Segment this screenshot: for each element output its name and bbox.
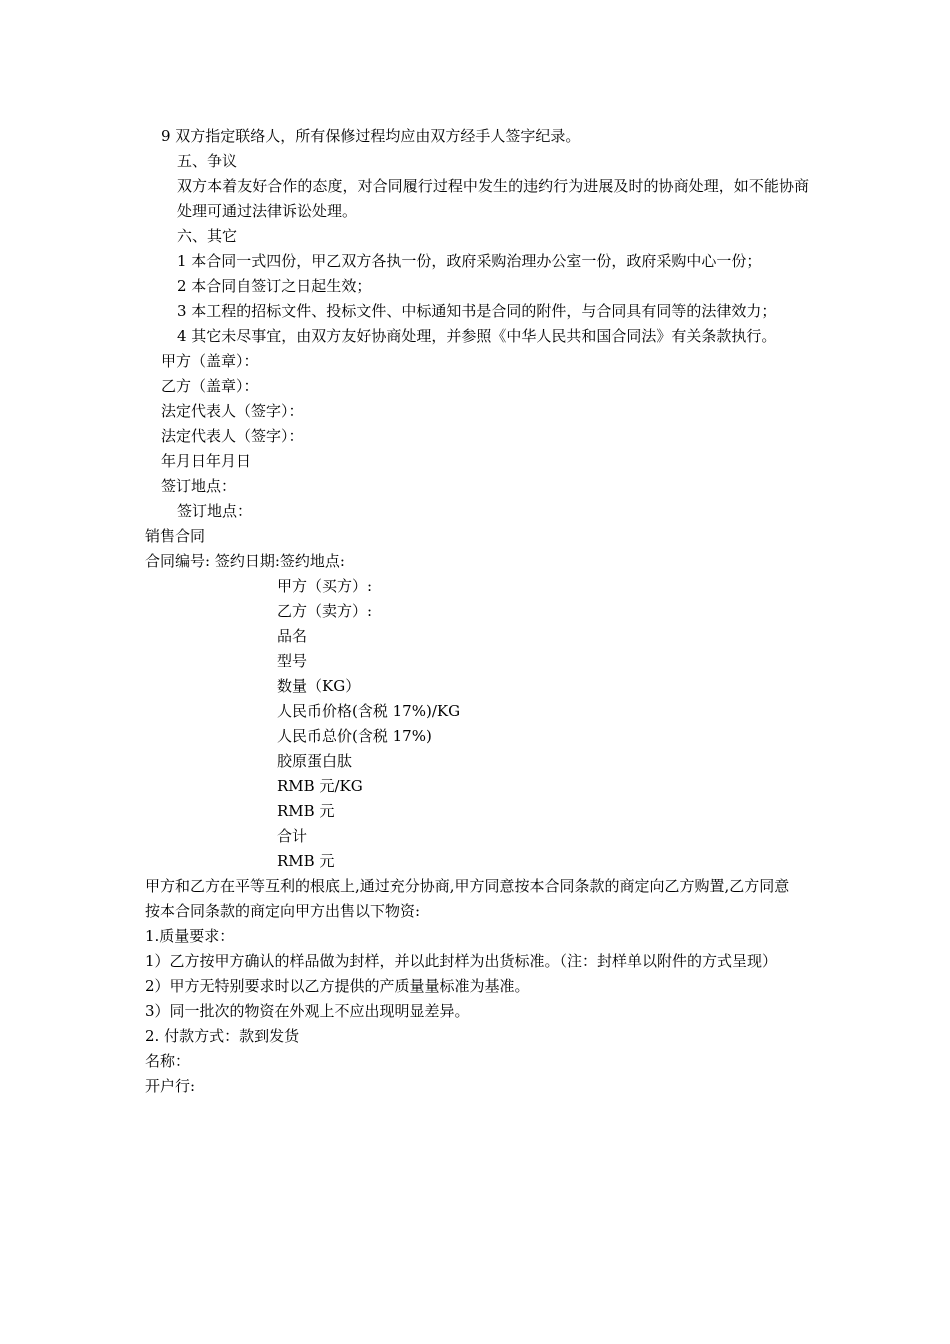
agreement-paragraph: 甲方和乙方在平等互利的根底上,通过充分协商,甲方同意按本合同条款的商定向乙方购置,乙方同意 [145, 877, 790, 895]
sales-contract-title: 销售合同 [145, 527, 206, 545]
cell-product-name: 胶原蛋白肽 [277, 752, 353, 770]
payment-method: 2. 付款方式：款到发货 [145, 1027, 300, 1045]
header-product-name: 品名 [277, 627, 308, 645]
signing-place-b: 签订地点： [177, 502, 253, 520]
account-name-label: 名称： [145, 1052, 191, 1070]
header-total-price: 人民币总价(含税 17%) [277, 727, 432, 745]
header-unit-price: 人民币价格(含税 17%)/KG [277, 702, 461, 720]
party-a-seal-label: 甲方（盖章）： [161, 352, 259, 370]
signing-dates: 年月日年月日 [161, 452, 252, 470]
total-label: 合计 [277, 827, 308, 845]
product-table [145, 574, 809, 874]
clause-contact-persons: 9 双方指定联络人，所有保修过程均应由双方经手人签字纪录。 [161, 127, 581, 145]
agreement-continuation: 按本合同条款的商定向甲方出售以下物资: [145, 902, 421, 920]
cell-unit-price: RMB 元/KG [277, 777, 363, 795]
header-quantity: 数量（KG） [277, 677, 361, 695]
quality-requirements-heading: 1.质量要求： [145, 927, 235, 945]
other-clause-2: 2 本合同自签订之日起生效； [177, 277, 372, 295]
party-b-seal-label: 乙方（盖章）： [161, 377, 259, 395]
bank-label: 开户行: [145, 1077, 196, 1095]
quality-item-3: 3）同一批次的物资在外观上不应出现明显差异。 [145, 1002, 470, 1020]
section-heading-dispute: 五、争议 [177, 152, 238, 170]
other-clause-1: 1 本合同一式四份，甲乙双方各执一份，政府采购治理办公室一份，政府采购中心一份； [177, 252, 762, 270]
buyer-label: 甲方（买方）: [277, 577, 373, 595]
legal-rep-signature-b: 法定代表人（签字）： [161, 427, 304, 445]
document-page [145, 124, 809, 1099]
other-clause-3: 3 本工程的招标文件、投标文件、中标通知书是合同的附件，与合同具有同等的法律效力； [177, 302, 777, 320]
signing-place-a: 签订地点： [161, 477, 237, 495]
other-clause-4: 4 其它未尽事宜，由双方友好协商处理，并参照《中华人民共和国合同法》有关条款执行。 [177, 327, 777, 345]
total-value: RMB 元 [277, 852, 335, 870]
dispute-paragraph: 双方本着友好合作的态度，对合同履行过程中发生的违约行为进展及时的协商处理，如不能协商处理可通过法律诉讼处理。 [177, 177, 809, 220]
cell-total-price: RMB 元 [277, 802, 335, 820]
quality-item-2: 2）甲方无特别要求时以乙方提供的产质量量标准为基准。 [145, 977, 530, 995]
contract-meta-line: 合同编号: 签约日期:签约地点: [145, 552, 345, 570]
quality-item-1: 1）乙方按甲方确认的样品做为封样，并以此封样为出货标准。（注：封样单以附件的方式呈现） [145, 952, 778, 970]
seller-label: 乙方（卖方）: [277, 602, 373, 620]
header-model: 型号 [277, 652, 308, 670]
legal-rep-signature-a: 法定代表人（签字）： [161, 402, 304, 420]
section-heading-other: 六、其它 [177, 227, 238, 245]
